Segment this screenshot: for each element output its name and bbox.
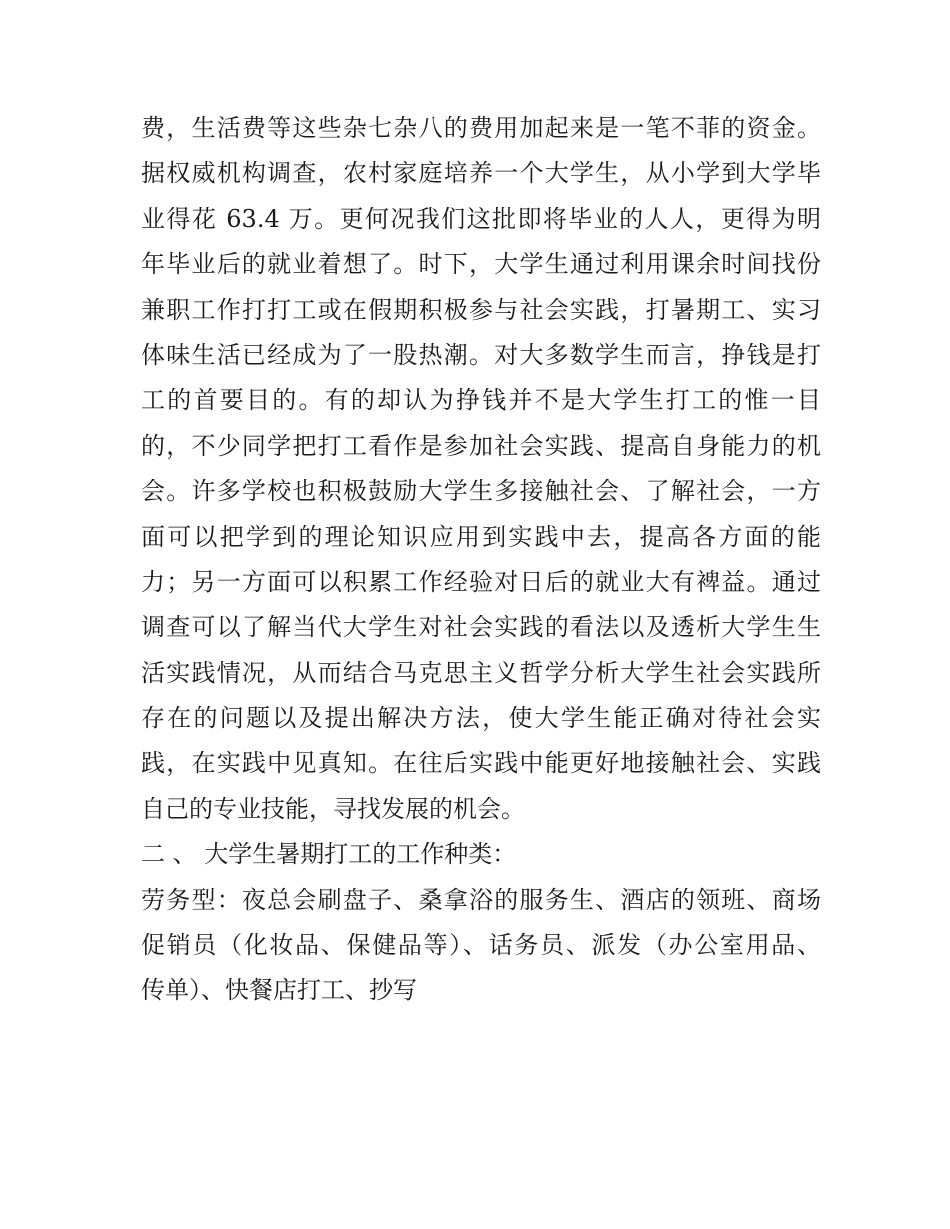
text-line: 据权威机构调查，农村家庭培养一个大学生，从小学到大学毕: [141, 159, 821, 188]
text-line: 费，生活费等这些杂七杂八的费用加起来是一笔不菲的资金。: [141, 114, 821, 142]
text-line: 面可以把学到的理论知识应用到实践中去，提高各方面的能: [141, 522, 821, 551]
text-line: 年毕业后的就业着想了。时下，大学生通过利用课余时间找份: [141, 250, 821, 279]
text-line: 劳务型：夜总会刷盘子、桑拿浴的服务生、酒店的领班、商场: [141, 885, 821, 914]
body-text: [141, 106, 821, 1014]
text-line: 会。许多学校也积极鼓励大学生多接触社会、了解社会，一方: [141, 477, 821, 506]
text-line: 调查可以了解当代大学生对社会实践的看法以及透析大学生生: [141, 613, 821, 642]
text-line: 兼职工作打打工或在假期积极参与社会实践，打暑期工、实习: [141, 295, 821, 324]
text-line: 存在的问题以及提出解决方法，使大学生能正确对待社会实: [141, 704, 821, 733]
text-line: 业得花 63.4 万。更何况我们这批即将毕业的人人，更得为明: [141, 204, 821, 233]
text-line: 工的首要目的。有的却认为挣钱并不是大学生打工的惟一目: [141, 386, 821, 415]
text-line: 活实践情况，从而结合马克思主义哲学分析大学生社会实践所: [141, 658, 821, 687]
text-line: 力；另一方面可以积累工作经验对日后的就业大有裨益。通过: [141, 567, 821, 596]
text-line: 自己的专业技能，寻找发展的机会。: [141, 794, 525, 823]
text-line: 的，不少同学把打工看作是参加社会实践、提高自身能力的机: [141, 431, 821, 460]
text-line: 体味生活已经成为了一股热潮。对大多数学生而言，挣钱是打: [141, 340, 821, 369]
text-line: 传单）、快餐店打工、抄写: [141, 976, 417, 1005]
text-line: 践，在实践中见真知。在往后实践中能更好地接触社会、实践: [141, 749, 821, 778]
text-line: 促销员（化妆品、保健品等）、话务员、派发（办公室用品、: [141, 931, 821, 960]
section-heading: 二 、 大学生暑期打工的工作种类：: [141, 840, 517, 869]
